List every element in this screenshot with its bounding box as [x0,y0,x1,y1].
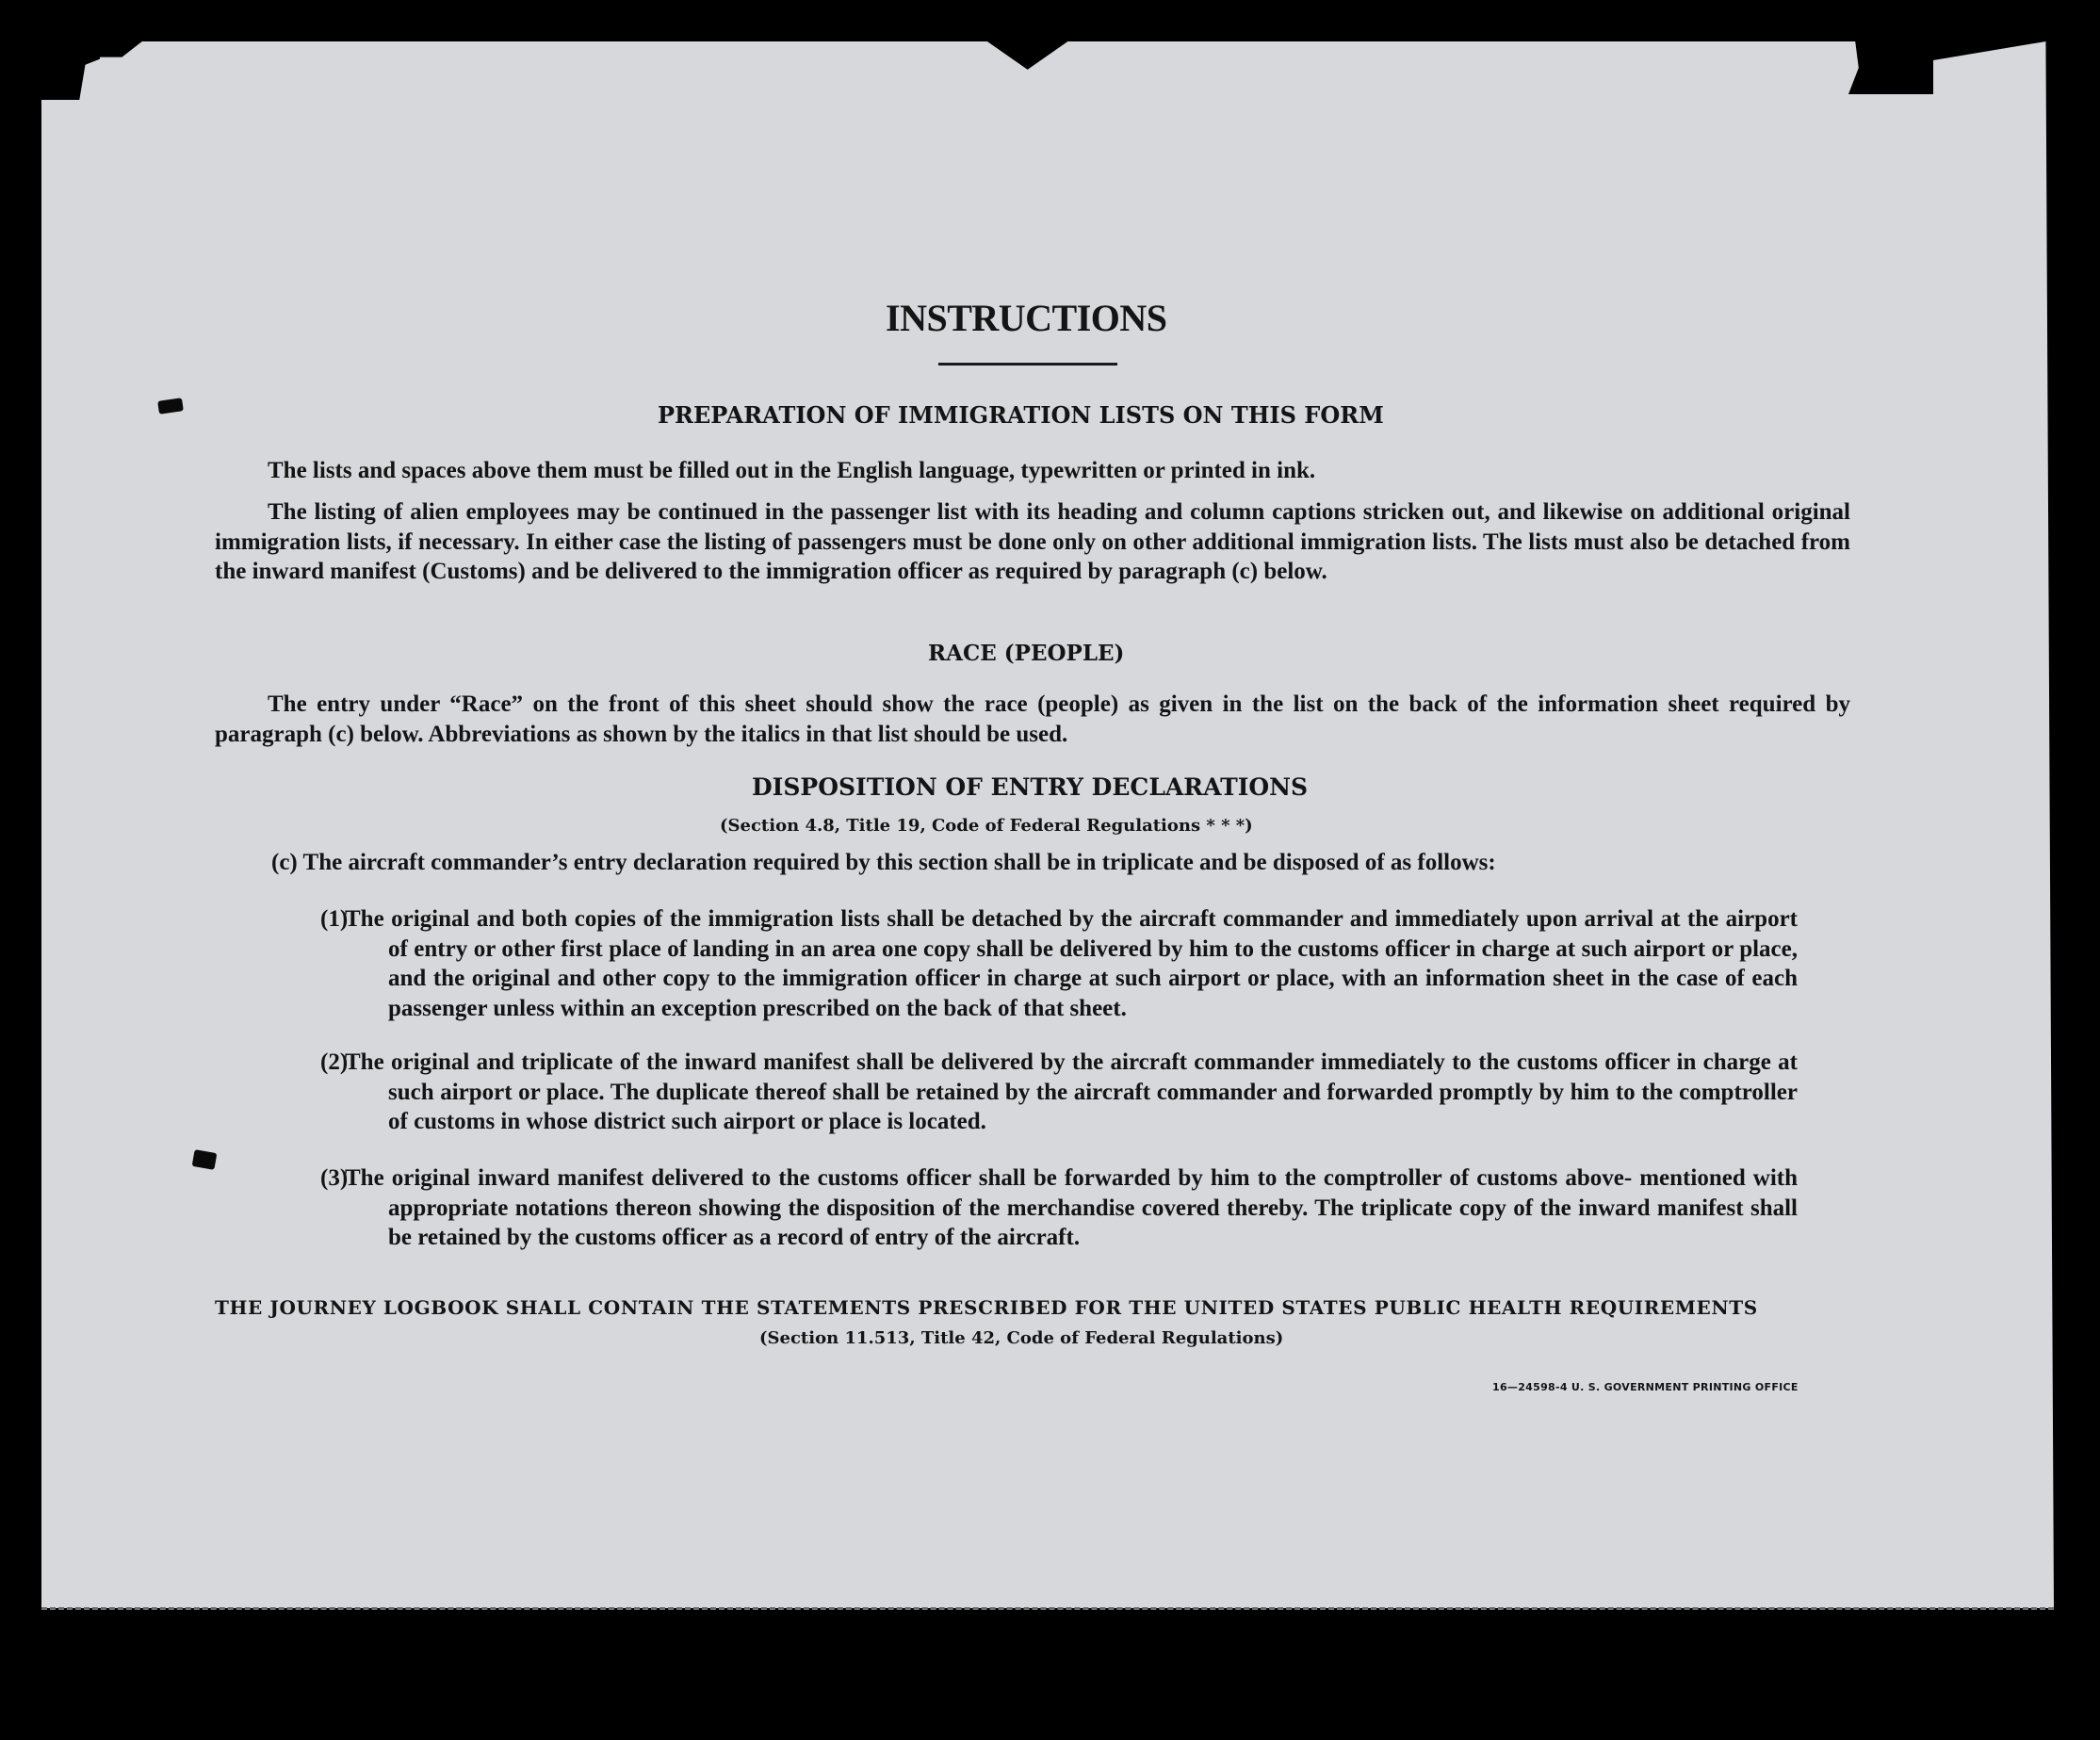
list-item-rest: officer in charge at such airport or place. The duplicate thereof shall be retained by the aircraft commander and forwarded promptly by him to the comptroller of customs in whose district such airport or place is located. [388,1049,1798,1134]
list-item-first-line: The original and triplicate of the inward manifest shall be delivered by the aircraft commander immediately to the customs [345,1049,1598,1075]
list-item-number: (1) [320,906,349,932]
footer-health-note: THE JOURNEY LOGBOOK SHALL CONTAIN THE STATEMENTS PRESCRIBED FOR THE UNITED STATES PUBLIC HEALTH REQUIREMENTS [215,1296,1758,1319]
list-item-body [345,904,1799,1023]
list-item-rest: mentioned with appropriate notations thereon showing the disposition of the merchandise covered thereby. The triplicate copy of the inward manifest shall be retained by the customs officer as a record of entry of the aircraft. [388,1165,1798,1250]
title-underline [938,363,1117,366]
heading-race: RACE (PEOPLE) [928,641,1125,666]
list-item-first-line: The original and both copies of the immigration lists shall be detached by the aircraft commander and immediately upon arrival [345,906,1654,932]
printer-imprint: 16—24598-4 U. S. GOVERNMENT PRINTING OFFICE [1492,1381,1799,1393]
footer-citation: (Section 11.513, Title 42, Code of Federal Regulations) [759,1328,1284,1348]
heading-preparation: PREPARATION OF IMMIGRATION LISTS ON THIS FORM [658,401,1384,429]
list-item-rest: at the airport of entry or other first place of landing in an area one copy shall be delivered by him to the customs officer in charge at such airport or place, and the original and other copy to the immigration officer in charge at such airport or place, with an information sheet in the case of each passenger unless within an exception prescribed on the back of that sheet. [388,906,1799,1021]
paragraph-disposition-intro: (c) The aircraft commander’s entry declaration required by this section shall be in triplicate and be disposed of as follows: [271,850,1496,875]
list-item-body [345,1048,1798,1137]
subheading-disposition: (Section 4.8, Title 19, Code of Federal Regulations * * *) [720,816,1253,836]
list-item-body [345,1163,1798,1253]
list-item-first-line: The original inward manifest delivered to the customs officer shall be forwarded by him to the comptroller of customs above- [345,1165,1633,1191]
perforated-edge [41,1607,2054,1610]
page-title: INSTRUCTIONS [886,297,1167,339]
paragraph-race: The entry under “Race” on the front of this sheet should show the race (people) as given in the list on the back of the information sheet required by paragraph (c) below. Abbreviations as shown by the italics in that list should be used. [215,691,1850,747]
paragraph-preparation-1: The lists and spaces above them must be filled out in the English language, typewritten or printed in ink. [268,458,1316,483]
ink-blot [192,1149,218,1170]
heading-disposition: DISPOSITION OF ENTRY DECLARATIONS [752,773,1309,801]
list-item-number: (3) [320,1165,349,1191]
torn-corner-right [1848,41,1933,94]
list-item-number: (2) [320,1049,349,1075]
paragraph-preparation-2: The listing of alien employees may be continued in the passenger list with its heading and column captions stricken out, and likewise on additional original immigration lists, if necessary. In either case the listing of passengers must be done only on other additional immigration lists. The lists must also be detached from the inward manifest (Customs) and be delivered to the immigration officer as required by paragraph (c) below. [215,499,1850,584]
